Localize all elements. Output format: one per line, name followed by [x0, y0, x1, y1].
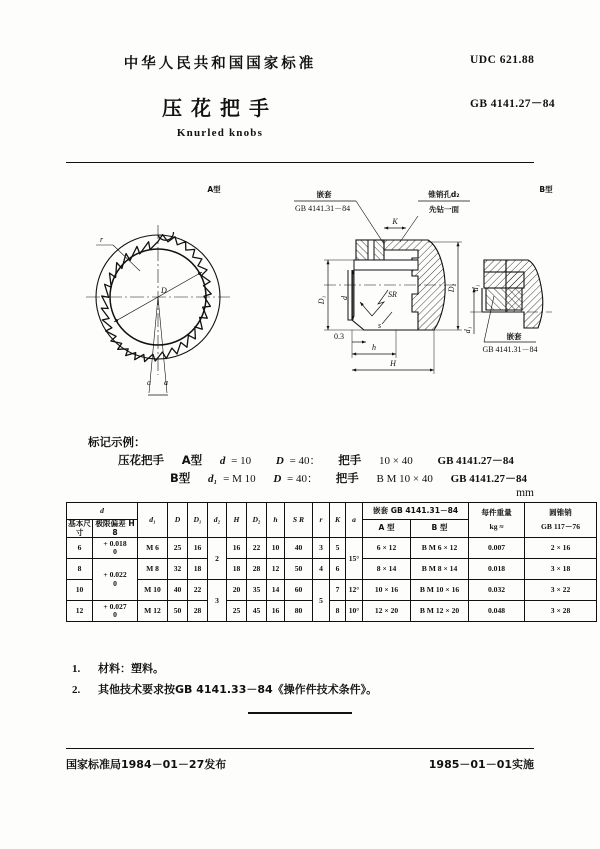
cell-d1: M 10 [138, 580, 168, 601]
th-d-tolerance-text: 极限偏差 H 8 [95, 519, 135, 537]
marking-example-row-a [118, 452, 517, 468]
cell-a: 10° [346, 601, 363, 622]
tolerance-lower: 0 [113, 578, 117, 588]
note-text: 其他技术要求按GB 4141.33－84《操作件技术条件》。 [98, 683, 378, 696]
cell-d-tolerance [93, 601, 138, 622]
marking-dim2-key-a: D [275, 455, 284, 467]
engineering-drawing-svg [66, 172, 553, 412]
cell-h: 14 [267, 580, 285, 601]
label-type-b: B型 [539, 185, 553, 194]
cell-pin: 2 × 16 [525, 538, 597, 559]
th-pin-std: GB 117－76 [541, 521, 581, 531]
th-d1: d₁ [138, 503, 168, 538]
cell-D2: 22 [247, 538, 267, 559]
marking-dim2-val-b: = 40： [287, 473, 319, 485]
standard-body-title: 中华人民共和国国家标准 [123, 56, 317, 72]
page-title-english: Knurled knobs [176, 127, 264, 139]
cell-H: 18 [227, 559, 247, 580]
cell-weight: 0.007 [469, 538, 525, 559]
label-taper-pin-hole: 锥销孔d₂ [428, 190, 460, 199]
dim-label-chamfer: 0.3 [334, 332, 344, 341]
tolerance-upper: + 0.022 [103, 570, 127, 580]
label-type-a: A型 [207, 185, 221, 194]
cell-d1: M 6 [138, 538, 168, 559]
th-sleeve-group: 嵌套 GB 4141.31－84 [363, 503, 469, 520]
cell-d-tolerance [93, 559, 138, 601]
cell-d2: 3 [208, 580, 227, 622]
dim-label-SR: SR [388, 290, 397, 299]
dim-label-H: H [390, 359, 396, 368]
cell-D1: 16 [188, 538, 208, 559]
cell-D: 50 [168, 601, 188, 622]
th-D1: D₁ [188, 503, 208, 538]
taper-pin-hole [368, 240, 374, 260]
dim-label-s: s [378, 321, 382, 330]
dim-label-D1: D₁ [317, 295, 326, 305]
cell-SR: 40 [285, 538, 313, 559]
cell-D1: 28 [188, 601, 208, 622]
dim-label-d1-right: d₁ [471, 284, 480, 292]
dim-label-d1-b: d₁ [463, 326, 472, 334]
cell-pin: 3 × 28 [525, 601, 597, 622]
label-sleeve-b: 嵌套 [506, 332, 522, 341]
specification-table-body [67, 538, 597, 622]
cell-h: 12 [267, 559, 285, 580]
cell-a: 15° [346, 538, 363, 580]
th-d-basic-text: 基本尺寸 [68, 519, 91, 537]
specification-table-wrapper [66, 502, 581, 622]
dim-label-h: h [372, 343, 376, 352]
marking-item-name-a: 把手 [338, 453, 362, 467]
drawing-section-view-b [463, 184, 553, 354]
th-D2: D₂ [247, 503, 267, 538]
marking-designation-b: B M 10 × 40 [376, 473, 433, 485]
th-D: D [168, 503, 188, 538]
cell-d2: 2 [208, 538, 227, 580]
marking-dim2-val-a: = 40： [289, 455, 321, 467]
footer-issued-date: 国家标准局1984－01－27发布 [66, 758, 227, 771]
cell-D1: 22 [188, 580, 208, 601]
marking-dim1-val-a: = 10 [231, 455, 252, 467]
cell-sleeve-a: 10 × 16 [363, 580, 411, 601]
cell-d-basic: 12 [67, 601, 93, 622]
cell-SR: 50 [285, 559, 313, 580]
cell-d-basic: 8 [67, 559, 93, 580]
dim-label-K: K [392, 217, 398, 226]
marking-type-a: A型 [181, 453, 203, 467]
technical-drawing-area [66, 172, 553, 412]
th-r: r [313, 503, 330, 538]
marking-example-row-b [170, 470, 530, 486]
note-item [72, 681, 532, 697]
table-row [67, 580, 597, 601]
marking-designation-a: 10 × 40 [379, 455, 413, 467]
label-sleeve-std-a: GB 4141.31－84 [295, 204, 351, 213]
label-sleeve-a: 嵌套 [316, 190, 332, 199]
cell-pin: 3 × 18 [525, 559, 597, 580]
marking-dim1-val-b: = M 10 [223, 473, 256, 485]
cell-r: 5 [313, 580, 330, 622]
cell-sleeve-b: B M 10 × 16 [411, 580, 469, 601]
note-number: 2. [72, 684, 81, 696]
cell-D: 25 [168, 538, 188, 559]
th-pin [525, 503, 597, 538]
footer-divider [66, 748, 534, 749]
th-SR: S R [285, 503, 313, 538]
bore-upper [354, 260, 418, 270]
th-pin-label: 圆锥销 [549, 508, 572, 517]
footer-effective-date: 1985－01－01实施 [428, 758, 534, 771]
cell-weight: 0.048 [469, 601, 525, 622]
cell-sleeve-a: 8 × 14 [363, 559, 411, 580]
th-weight [469, 503, 525, 538]
note-text: 材料：塑料。 [98, 662, 164, 675]
cell-D: 32 [168, 559, 188, 580]
table-row [67, 601, 597, 622]
cell-H: 16 [227, 538, 247, 559]
cell-h: 10 [267, 538, 285, 559]
section-divider [248, 712, 352, 714]
tolerance-lower: 0 [113, 547, 117, 557]
cell-sleeve-b: B M 8 × 14 [411, 559, 469, 580]
cell-SR: 80 [285, 601, 313, 622]
marking-product-name: 压花把手 [118, 453, 164, 467]
th-h: h [267, 503, 285, 538]
cell-r: 3 [313, 538, 330, 559]
udc-number: UDC 621.88 [470, 54, 535, 66]
cell-sleeve-b: B M 6 × 12 [411, 538, 469, 559]
specification-table [66, 502, 597, 622]
tolerance-upper: + 0.027 [103, 601, 127, 611]
cell-d-tolerance [93, 538, 138, 559]
knob-skirt [352, 270, 418, 330]
header-divider [66, 162, 534, 163]
cell-pin: 3 × 22 [525, 580, 597, 601]
th-weight-label: 每件重量 [481, 508, 512, 517]
marking-type-b: B型 [170, 471, 191, 485]
th-a: a [346, 503, 363, 538]
dim-label-alpha-right: a [164, 378, 168, 387]
marking-dim1-key-a: d [219, 455, 226, 467]
th-sleeve-b: B 型 [411, 520, 469, 538]
cell-K: 7 [330, 580, 346, 601]
cell-sleeve-a: 6 × 12 [363, 538, 411, 559]
cell-K: 8 [330, 601, 346, 622]
marking-example-heading: 标记示例： [88, 435, 146, 449]
th-H: H [227, 503, 247, 538]
th-d-group: d [67, 503, 138, 520]
marking-dim1-key-b: d₁ [208, 473, 218, 485]
cell-K: 5 [330, 538, 346, 559]
table-row [67, 538, 597, 559]
cell-h: 16 [267, 601, 285, 622]
cell-sleeve-b: B M 12 × 20 [411, 601, 469, 622]
dim-label-D: D [161, 286, 167, 295]
cell-H: 20 [227, 580, 247, 601]
th-weight-unit: kg ≈ [489, 521, 504, 531]
cell-d-basic: 10 [67, 580, 93, 601]
cell-SR: 60 [285, 580, 313, 601]
th-K: K [330, 503, 346, 538]
cell-D1: 18 [188, 559, 208, 580]
cell-K: 6 [330, 559, 346, 580]
cell-weight: 0.018 [469, 559, 525, 580]
cell-d1: M 12 [138, 601, 168, 622]
tolerance-lower: 0 [113, 610, 117, 620]
dim-label-D2: D₂ [447, 283, 456, 293]
th-sleeve-a: A 型 [363, 520, 411, 538]
drawing-section-view-a [294, 189, 480, 374]
dim-label-alpha-left: a [147, 378, 151, 387]
drawing-front-view [86, 225, 230, 395]
note-item [72, 660, 532, 676]
page-title: 压花把手 [162, 96, 278, 120]
cell-D2: 45 [247, 601, 267, 622]
dim-label-d: d [340, 296, 349, 300]
cell-d1: M 8 [138, 559, 168, 580]
cell-weight: 0.032 [469, 580, 525, 601]
label-sleeve-std-b: GB 4141.31－84 [482, 345, 538, 354]
cell-r: 4 [313, 559, 330, 580]
note-number: 1. [72, 663, 81, 675]
dim-label-r: r [100, 235, 104, 244]
tolerance-upper: + 0.018 [103, 538, 127, 548]
gb-standard-number: GB 4141.27－84 [470, 98, 556, 110]
th-d2: d₂ [208, 503, 227, 538]
label-drill-one-side: 先钻一面 [429, 205, 459, 214]
cell-D2: 35 [247, 580, 267, 601]
table-row [67, 559, 597, 580]
cell-a: 12° [346, 580, 363, 601]
cell-D: 40 [168, 580, 188, 601]
marking-dim2-key-b: D [273, 473, 282, 485]
marking-item-name-b: 把手 [335, 471, 359, 485]
notes-list [72, 660, 532, 702]
cell-sleeve-a: 12 × 20 [363, 601, 411, 622]
th-d-basic [67, 520, 93, 538]
cell-D2: 28 [247, 559, 267, 580]
cell-d-basic: 6 [67, 538, 93, 559]
th-d-tolerance [93, 520, 138, 538]
table-unit-label: mm [516, 487, 534, 499]
marking-standard-b: GB 4141.27－84 [450, 473, 527, 485]
cell-H: 25 [227, 601, 247, 622]
marking-standard-a: GB 4141.27－84 [437, 455, 514, 467]
